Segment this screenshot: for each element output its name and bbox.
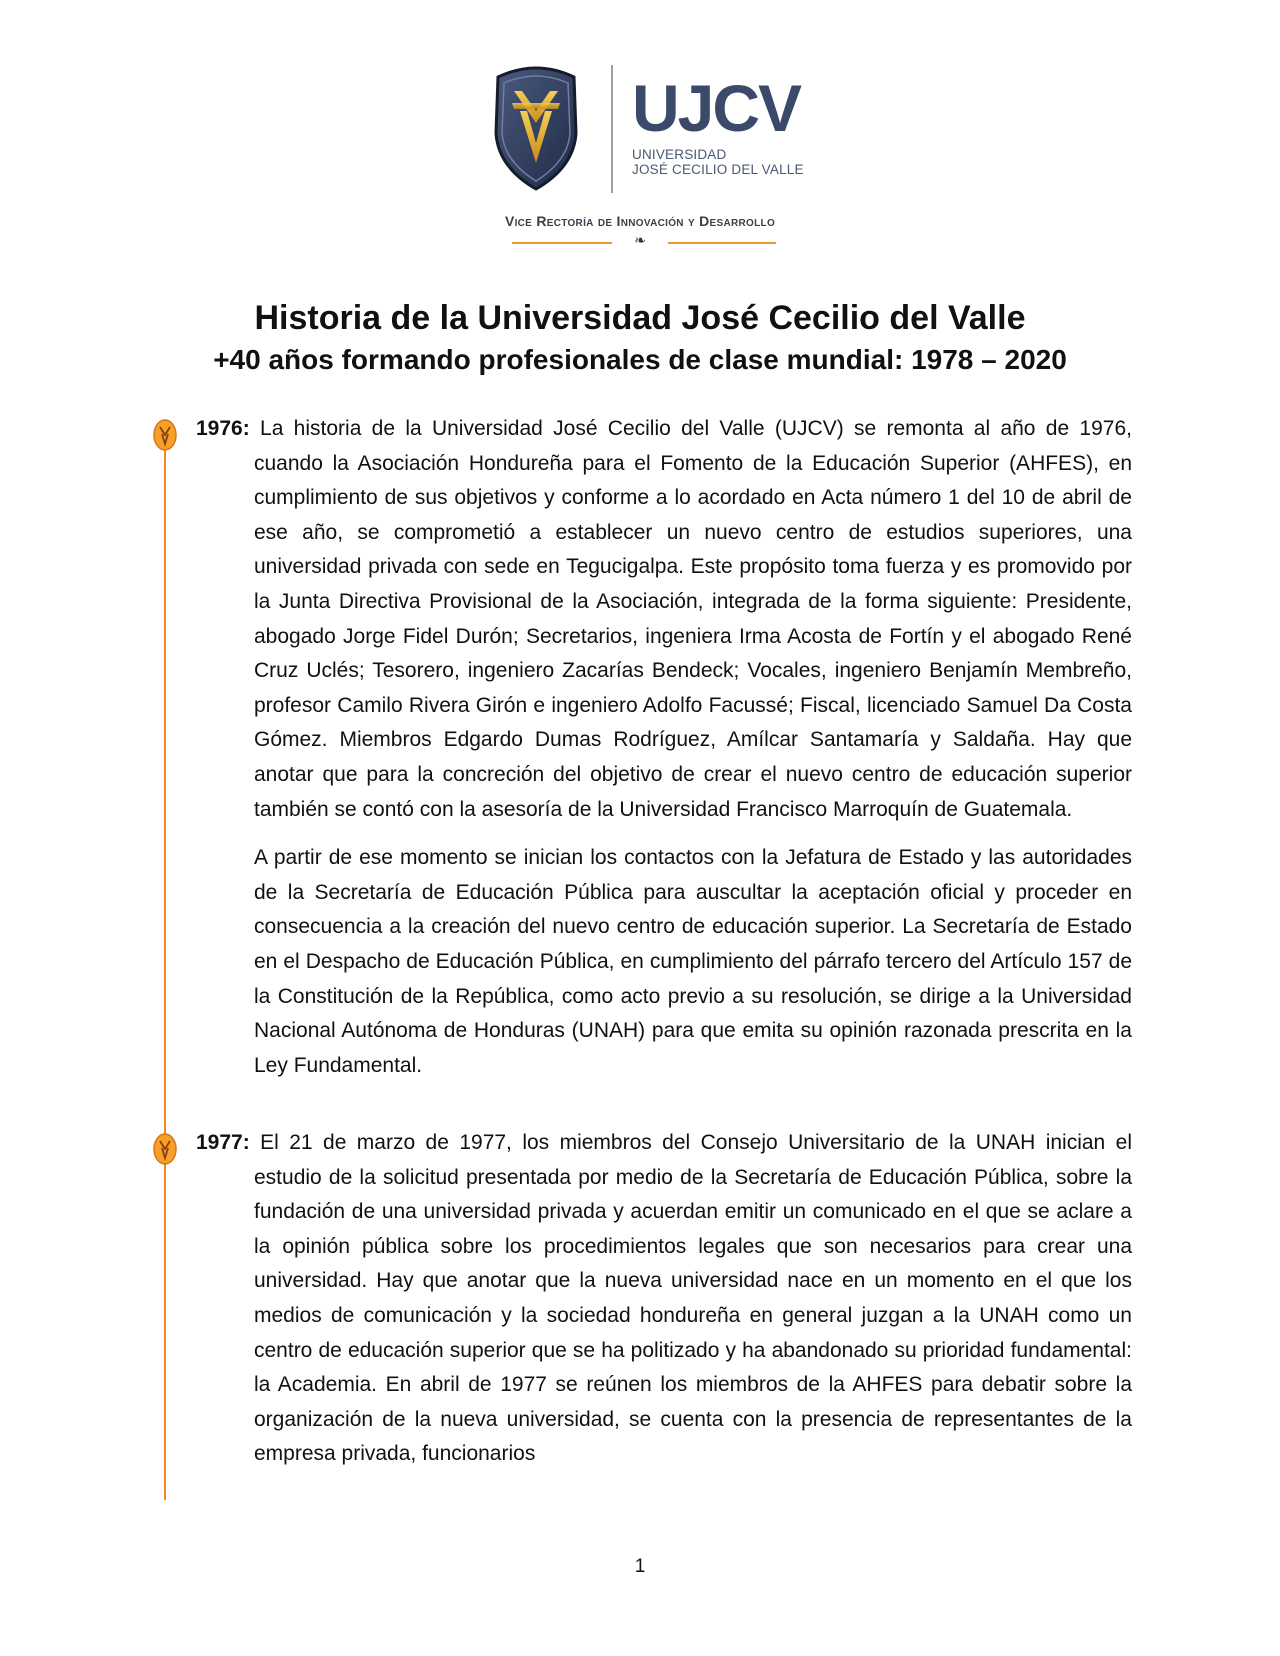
vice-rectoria-label: Vice Rectoría de Innovación y Desarrollo — [504, 213, 776, 229]
brand-subtitle-line-1: UNIVERSIDAD — [632, 147, 727, 162]
entry-paragraph — [196, 412, 1132, 827]
entry-paragraph — [196, 1126, 1132, 1472]
ornament-rule-right — [668, 242, 776, 244]
timeline-marker-icon — [152, 1132, 178, 1166]
page-subtitle: +40 años formando profesionales de clase mundial: 1978 – 2020 — [213, 344, 1067, 375]
wordmark — [632, 71, 804, 177]
entry-text: La historia de la Universidad José Cecilio del Valle (UJCV) se remonta al año de 1976, cuando la Asociación Hondureña para el Fomento de la Educación Superior (AHFES), en cumplimiento de sus objetivos y conforme a lo acordado en Acta número 1 del 10 de abril de ese año, se comprometió a establecer un nuevo centro de estudios superiores, una universidad privada con sede en Tegucigalpa. Este propósito toma fuerza y es promovido por la Junta Directiva Provisional de la Asociación, integrada de la forma siguiente: Presidente, abogado Jorge Fidel Durón; Secretarios, ingeniera Irma Acosta de Fortín y el abogado René Cruz Uclés; Tesorero, ingeniero Zacarías Bendeck; Vocales, ingeniero Benjamín Membreño, profesor Camilo Rivera Girón e ingeniero Adolfo Facussé; Fiscal, licenciado Samuel Da Costa Gómez. Miembros Edgardo Dumas Rodríguez, Amílcar Santamaría y Saldaña. Hay que anotar que para la concreción del objetivo de crear el nuevo centro de educación superior también se contó con la asesoría de la Universidad Francisco Marroquín de Guatemala. — [254, 417, 1132, 821]
timeline-marker-icon — [152, 418, 178, 452]
entry-year: 1977: — [196, 1131, 250, 1154]
university-shield-logo — [490, 63, 582, 191]
letterhead — [0, 55, 1280, 255]
entry-year: 1976: — [196, 417, 250, 440]
page-number: 1 — [634, 1556, 646, 1577]
ornament-rule-left — [512, 242, 612, 244]
timeline-entry-1977 — [196, 1126, 1132, 1472]
timeline-line — [164, 430, 166, 1500]
page-title: Historia de la Universidad José Cecilio del Valle — [254, 299, 1026, 337]
brand-subtitle-line-2: JOSÉ CECILIO DEL VALLE — [632, 162, 804, 177]
ornament-flourish-icon: ❧ — [634, 232, 646, 248]
timeline-entry-1976 — [196, 412, 1132, 1083]
header-divider — [611, 65, 613, 193]
brand-name: UJCV — [632, 71, 801, 145]
entry-text: El 21 de marzo de 1977, los miembros del Consejo Universitario de la UNAH inician el estudio de la solicitud presentada por medio de la Secretaría de Educación Pública, sobre la fundación de una universidad privada y acuerdan emitir un comunicado en el que se aclare a la opinión pública sobre los procedimientos legales que son necesarios para crear una universidad. Hay que anotar que la nueva universidad nace en un momento en el que los medios de comunicación y la sociedad hondureña en general juzgan a la UNAH como un centro de educación superior que se ha politizado y ha abandonado su prioridad fundamental: la Academia. En abril de 1977 se reúnen los miembros de la AHFES para debatir sobre la organización de la nueva universidad, se cuenta con la presencia de representantes de la empresa privada, funcionarios — [254, 1131, 1132, 1466]
entry-continuation-paragraph: A partir de ese momento se inician los contactos con la Jefatura de Estado y las autoridades de la Secretaría de Educación Pública para auscultar la aceptación oficial y proceder en consecuencia a la creación del nuevo centro de educación superior. La Secretaría de Estado en el Despacho de Educación Pública, en cumplimiento del párrafo tercero del Artículo 157 de la Constitución de la República, como acto previo a su resolución, se dirige a la Universidad Nacional Autónoma de Honduras (UNAH) para que emita su opinión razonada prescrita en la Ley Fundamental. — [254, 846, 1132, 1077]
